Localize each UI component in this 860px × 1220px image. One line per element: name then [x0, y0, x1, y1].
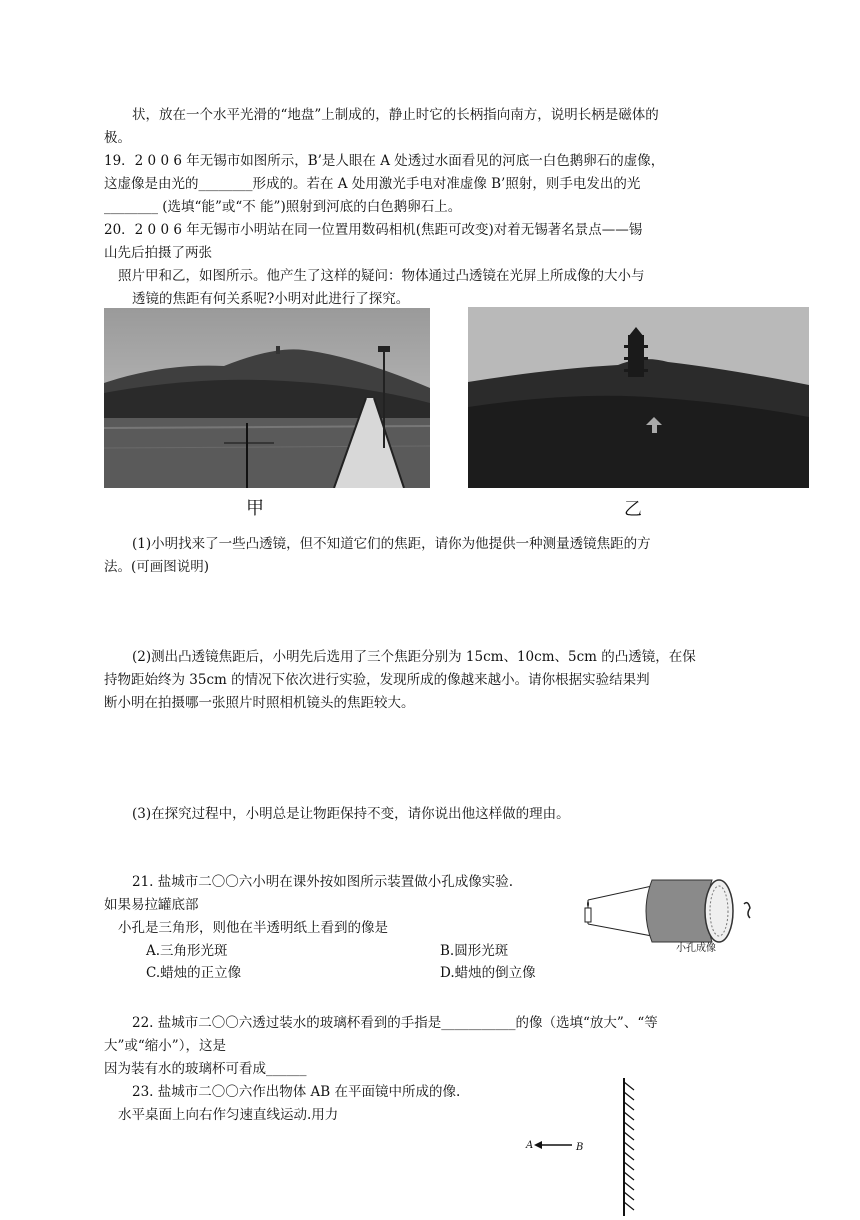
pinhole-figure	[582, 874, 762, 958]
text-line: 法。(可画图说明)	[104, 559, 210, 575]
text-line: 小孔是三角形，则他在半透明纸上看到的像是	[118, 920, 388, 936]
label-b: B	[576, 1142, 584, 1153]
text-line: 这虚像是由光的________形成的。若在 A 处用激光手电对准虚像 B’照射，则手电发出的光	[104, 176, 641, 192]
question-19: 19．2 0 0 6 年无锡市如图所示，B’是人眼在 A 处透过水面看见的河底一白色鹅卵石的虚像，	[104, 153, 665, 169]
question-21: 21. 盐城市二〇〇六小明在课外按如图所示装置做小孔成像实验.	[132, 874, 514, 890]
option-a: A.三角形光斑	[146, 943, 228, 959]
option-d: D.蜡烛的倒立像	[440, 965, 536, 981]
question-20: 20．2 0 0 6 年无锡市小明站在同一位置用数码相机(焦距可改变)对着无锡著名景点——锡	[104, 222, 643, 238]
text-line: 大”或“缩小”），这是	[104, 1038, 226, 1054]
question-23: 23. 盐城市二〇〇六作出物体 AB 在平面镜中所成的像.	[132, 1084, 461, 1100]
question-22: 22. 盐城市二〇〇六透过装水的玻璃杯看到的手指是___________的像（选填“放大”、“等	[132, 1015, 658, 1031]
caption-jia: 甲	[246, 498, 264, 519]
pinhole-caption: 小孔成像	[676, 943, 716, 954]
text-line: 断小明在拍摄哪一张照片时照相机镜头的焦距较大。	[104, 695, 415, 711]
label-a: A	[526, 1140, 534, 1151]
caption-yi: 乙	[624, 499, 642, 520]
text-line: 因为装有水的玻璃杯可看成______	[104, 1061, 307, 1077]
text-line: 如果易拉罐底部	[104, 897, 199, 913]
text-line: 状，放在一个水平光滑的“地盘”上制成的，静止时它的长柄指向南方，说明长柄是磁体的	[132, 107, 659, 123]
text-line: ________ (选填“能”或“不 能”)照射到河底的白色鹅卵石上。	[104, 199, 462, 215]
question-20-2: (2)测出凸透镜焦距后，小明先后选用了三个焦距分别为 15cm、10cm、5cm 的凸透镜，在保	[132, 649, 696, 665]
text-line: 极。	[104, 130, 131, 146]
photo-jia	[104, 308, 430, 488]
option-c: C.蜡烛的正立像	[146, 965, 242, 981]
question-20-1: (1)小明找来了一些凸透镜，但不知道它们的焦距，请你为他提供一种测量透镜焦距的方	[132, 536, 651, 552]
text-line: 水平桌面上向右作匀速直线运动.用力	[118, 1107, 339, 1123]
option-b: B.圆形光斑	[440, 943, 509, 959]
question-20-3: (3)在探究过程中，小明总是让物距保持不变，请你说出他这样做的理由。	[132, 806, 570, 822]
text-line: 照片甲和乙，如图所示。他产生了这样的疑问：物体通过凸透镜在光屏上所成像的大小与	[118, 268, 645, 284]
text-line: 透镜的焦距有何关系呢?小明对此进行了探究。	[132, 291, 410, 307]
text-line: 持物距始终为 35cm 的情况下依次进行实验，发现所成的像越来越小。请你根据实验结果判	[104, 672, 650, 688]
text-line: 山先后拍摄了两张	[104, 245, 212, 261]
photo-yi	[468, 307, 809, 488]
